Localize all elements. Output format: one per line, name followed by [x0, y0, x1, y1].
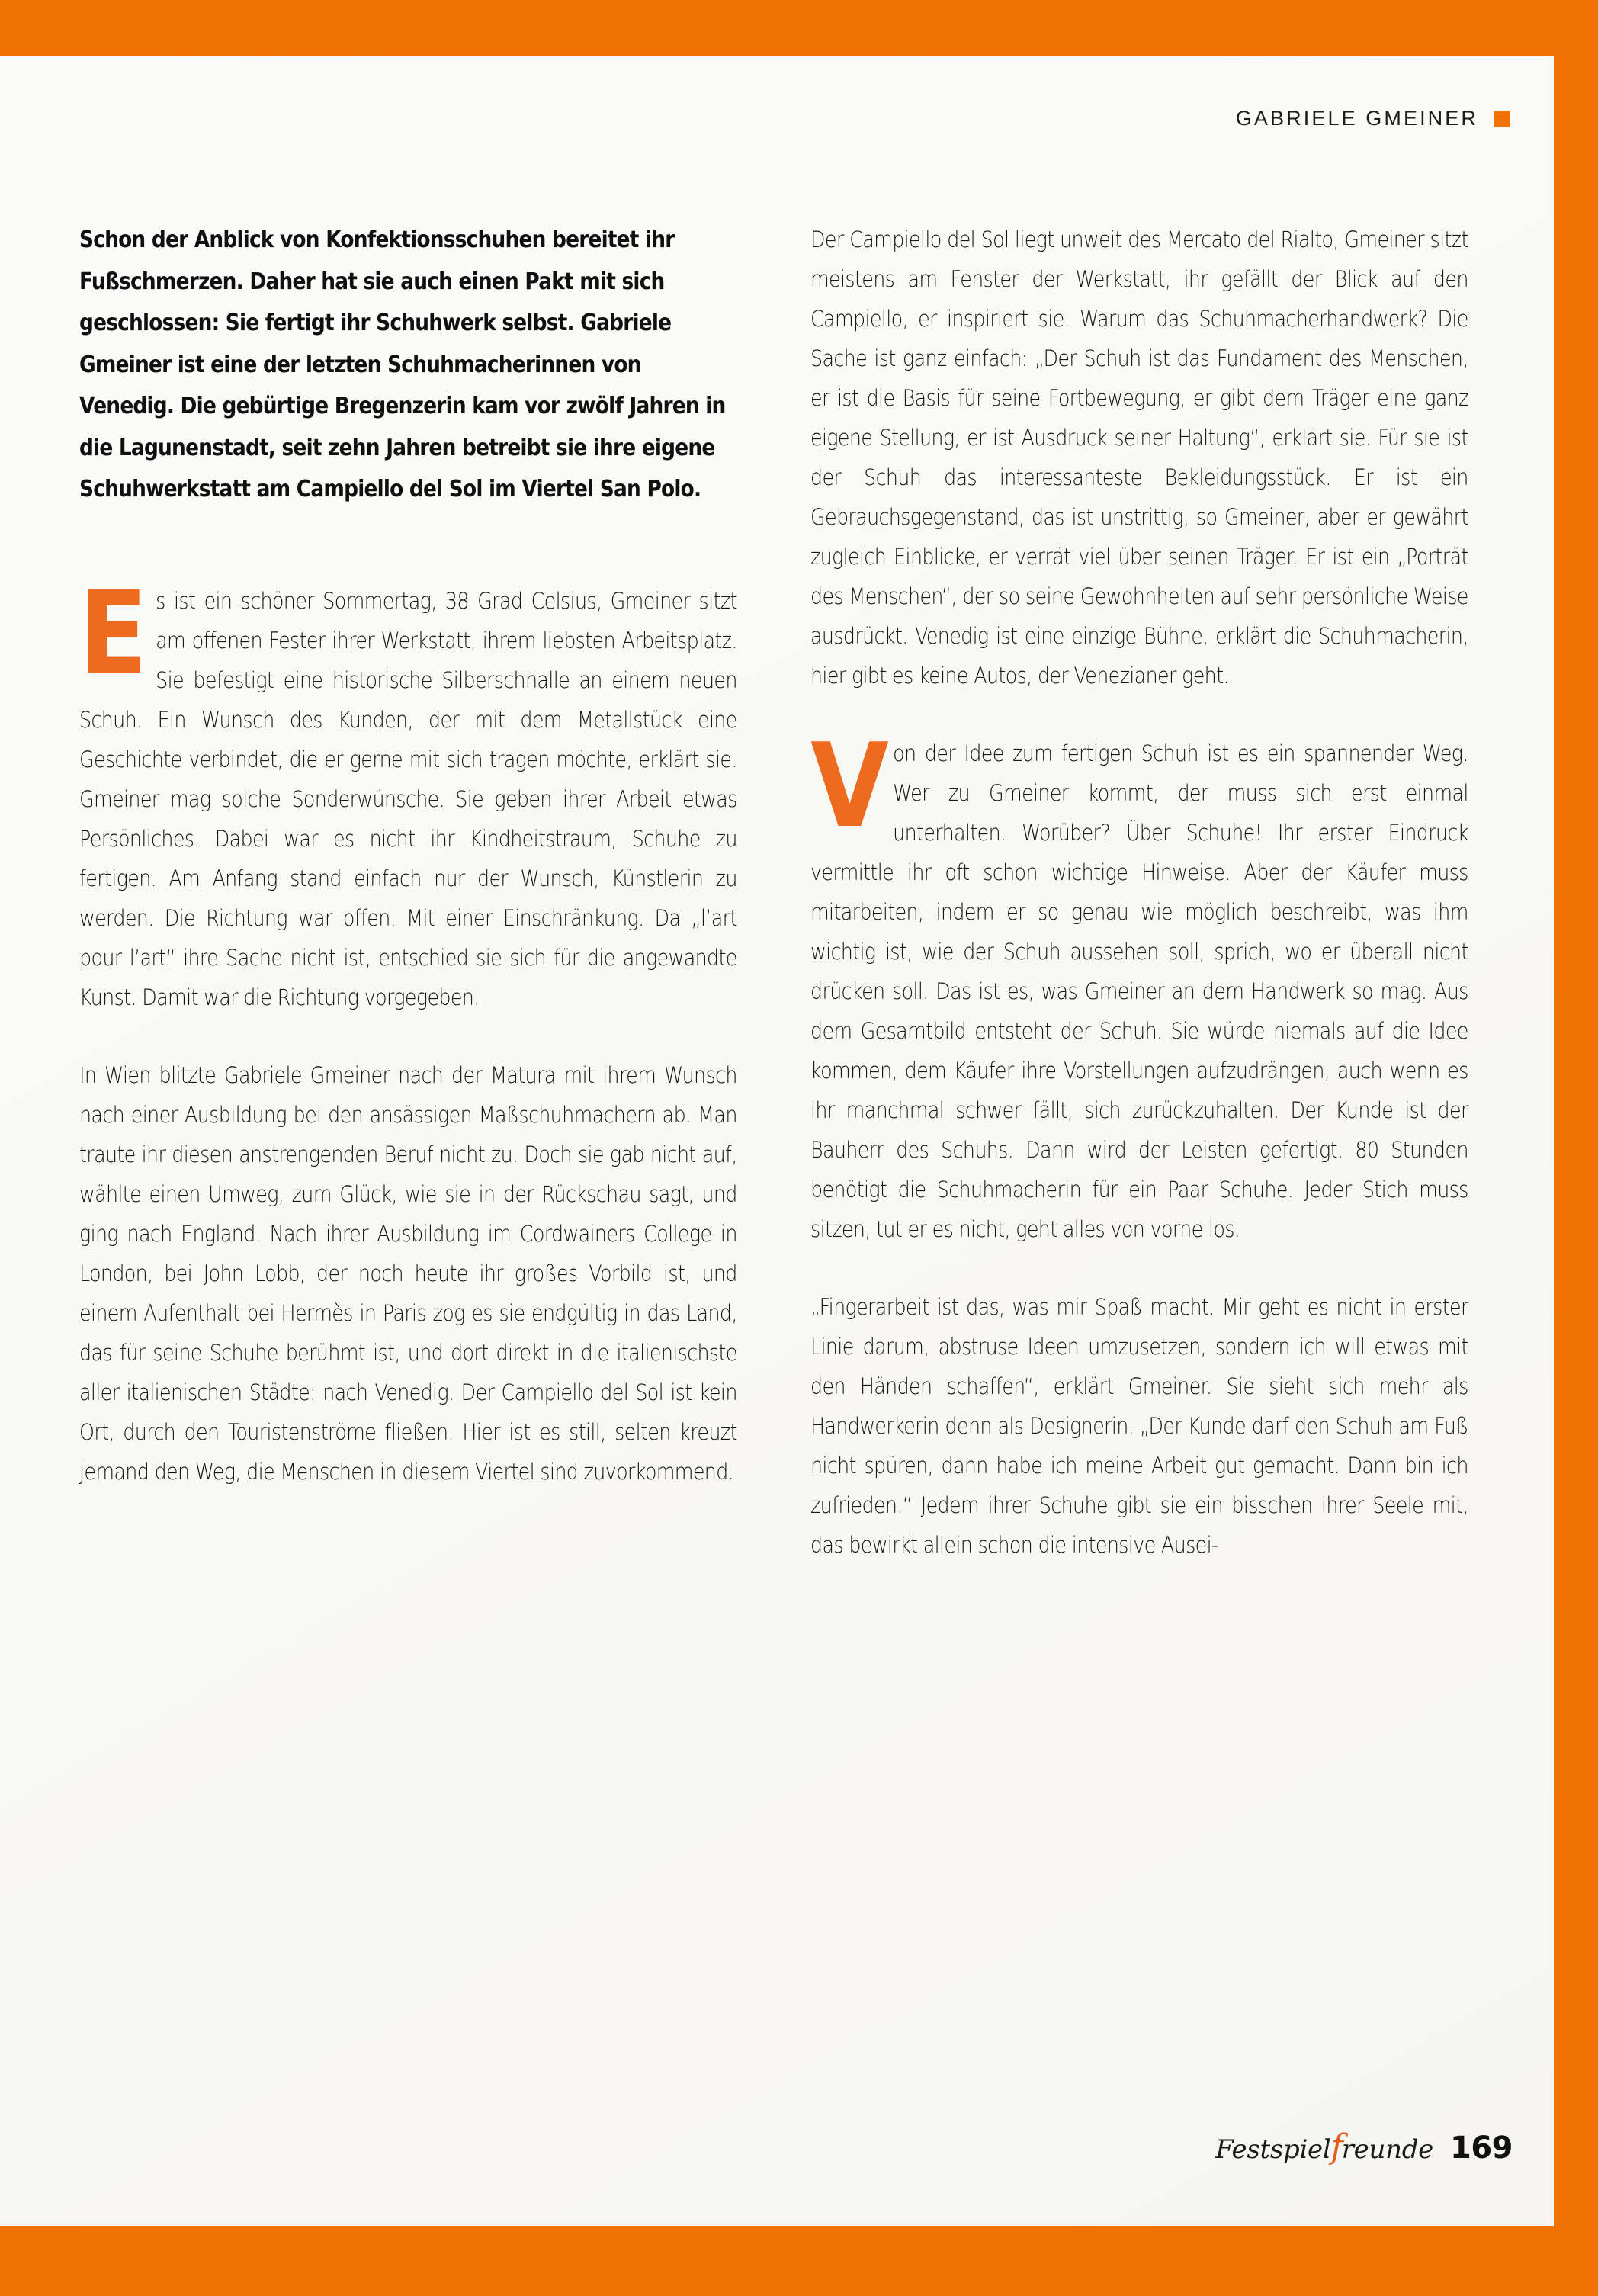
body-paragraph: Der Campiello del Sol liegt unweit des Mercato del Rialto, Gmeiner sitzt meistens am Fenster der Werkstatt, ihr gefällt der Blick auf den Campiello, er inspiriert sie. Warum das Schuhmacherhandwerk? Die Sache ist ganz einfach: „Der Schuh ist das Fundament des Menschen, er ist die Basis für seine Fortbewegung, er gibt dem Träger eine ganz eigene Stellung, er ist Ausdruck seiner Haltung“, erklärt sie. Für sie ist der Schuh das interessanteste Bekleidungsstück. Er ist ein Gebrauchsgegenstand, das ist unstrittig, so Gmeiner, aber er gewährt zugleich Einblicke, er verrät viel über seinen Träger. Er ist ein „Porträt des Menschen“, der so seine Gewohnheiten auf sehr persönliche Weise ausdrückt. Venedig ist eine einzige Bühne, erklärt die Schuhmacherin, hier gibt es keine Autos, der Venezianer geht. [810, 226, 1468, 689]
running-head [1236, 107, 1510, 130]
body-paragraph: „Fingerarbeit ist das, was mir Spaß macht. Mir geht es nicht in erster Linie darum, abstruse Ideen umzusetzen, sondern ich will etwas mit den Händen schaffen“, erklärt Gmeiner. Sie sieht sich mehr als Handwerkerin denn als Designerin. „Der Kunde darf den Schuh am Fuß nicht spüren, dann habe ich meine Arbeit gut gemacht. Dann bin ich zufrieden.“ Jedem ihrer Schuhe gibt sie ein bisschen ihrer Seele mit, das bewirkt allein schon die intensive Ausei- [810, 1294, 1468, 1558]
logo-text-last: reunde [1341, 2134, 1433, 2165]
paragraph-text: on der Idee zum fertigen Schuh ist es ein spannender Weg. Wer zu Gmeiner kommt, der muss sich erst einmal unterhalten. Worüber? Über Schuhe! Ihr erster Eindruck vermittle ihr oft schon wichtige Hinweise. Aber der Käufer muss mitarbeiten, indem er so genau wie möglich beschreibt, was ihm wichtig ist, wie der Schuh aussehen soll, sprich, wo er überall nicht drücken soll. Das ist es, was Gmeiner an dem Handwerk so mag. Aus dem Gesamtbild entsteht der Schuh. Sie würde niemals auf die Idee kommen, dem Käufer ihre Vorstellungen aufzudrängen, auch wenn es ihr manchmal schwer fällt, sich zurückzuhalten. Der Kunde ist der Bauherr des Schuhs. Dann wird der Leisten gefertigt. 80 Stunden benötigt die Schuhmacherin für ein Paar Schuhe. Jeder Stich muss sitzen, tut er es nicht, geht alles von vorne los. [810, 740, 1468, 1242]
square-marker-icon [1494, 111, 1510, 127]
paragraph-text: s ist ein schöner Sommertag, 38 Grad Celsius, Gmeiner sitzt am offenen Fester ihrer Werkstatt, ihrem liebsten Arbeitsplatz. Sie befestigt eine historische Silberschnalle an einem neuen Schuh. Ein Wunsch des Kunden, der mit dem Metallstück eine Geschichte verbindet, die er gerne mit sich tragen möchte, erklärt sie. Gmeiner mag solche Sonderwünsche. Sie geben ihrer Arbeit etwas Persönliches. Dabei war es nicht ihr Kindheitstraum, Schuhe zu fertigen. Am Anfang stand einfach nur der Wunsch, Künstlerin zu werden. Die Richtung war offen. Mit einer Einschränkung. Da „l’art pour l’art“ ihre Sache nicht ist, entschied sie sich für die angewandte Kunst. Damit war die Richtung vorgegeben. [79, 587, 737, 1010]
logo-f-glyph: f [1330, 2127, 1342, 2166]
body-paragraph: In Wien blitzte Gabriele Gmeiner nach der Matura mit ihrem Wunsch nach einer Ausbildung bei den ansässigen Maßschuhmachern ab. Man traute ihr diesen anstrengenden Beruf nicht zu. Doch sie gab nicht auf, wählte einen Umweg, zum Glück, wie sie in der Rückschau sagt, und ging nach England. Nach ihrer Ausbildung im Cordwainers College in London, bei John Lobb, der noch heute ihr großes Vorbild ist, und einem Aufenthalt bei Hermès in Paris zog es sie endgültig in das Land, das für seine Schuhe berühmt ist, und dort direkt in die italienischste aller italienischen Städte: nach Venedig. Der Campiello del Sol ist kein Ort, durch den Touristenströme fließen. Hier ist es still, selten kreuzt jemand den Weg, die Menschen in diesem Viertel sind zuvorkommend. [79, 1061, 737, 1485]
lead-paragraph: Schon der Anblick von Konfektionsschuhen bereitet ihr Fußschmerzen. Daher hat sie auch einen Pakt mit sich geschlossen: Sie fertigt ihr Schuhwerk selbst. Gabriele Gmeiner ist eine der letzten Schuhmacherinnen von Venedig. Die gebürtige Bregenzerin kam vor zwölf Jahren in die Lagunenstadt, seit zehn Jahren betreibt sie ihre eigene Schuhwerkstatt am Campiello del Sol im Viertel San Polo. [79, 226, 726, 503]
page-footer [1215, 2127, 1513, 2166]
running-head-label: GABRIELE GMEINER [1235, 107, 1478, 130]
dropcap-letter: V [810, 718, 888, 853]
magazine-logo [1215, 2127, 1433, 2166]
page-number: 169 [1450, 2131, 1513, 2166]
article-columns [79, 220, 1468, 1565]
dropcap-letter: E [79, 567, 146, 700]
page-border-right [1554, 0, 1598, 2296]
body-paragraph [79, 567, 737, 1017]
body-paragraph [810, 718, 1468, 1249]
column-left [79, 220, 737, 1565]
page-border-top [0, 0, 1598, 56]
page-border-bottom [0, 2226, 1598, 2296]
logo-text-first: Festspiel [1215, 2134, 1331, 2165]
column-right [810, 220, 1468, 1565]
